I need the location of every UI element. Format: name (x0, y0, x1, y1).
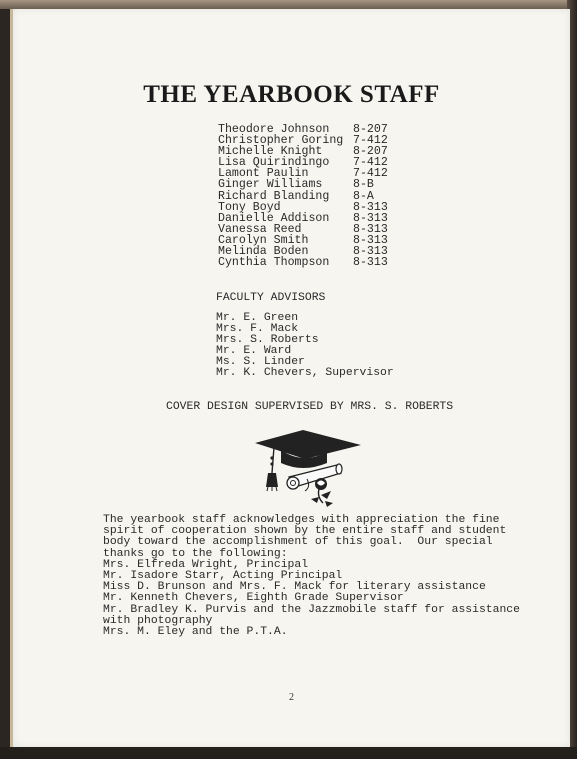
graduation-cap-icon (241, 417, 366, 509)
staff-room: 7-412 (353, 156, 388, 170)
staff-name: Tony Boyd (218, 200, 281, 214)
acknowledgement-line: Mr. Kenneth Chevers, Eighth Grade Supervisor (103, 592, 404, 605)
book-bottom-edge (0, 747, 577, 759)
staff-room: 8-A (353, 189, 374, 203)
staff-name: Ginger Williams (218, 178, 323, 192)
faculty-advisor: Mr. E. Ward (216, 345, 292, 358)
acknowledgement-line: with photography (103, 614, 213, 627)
staff-name: Michelle Knight (218, 145, 323, 159)
faculty-advisor: Mrs. F. Mack (216, 323, 299, 336)
cover-credit: COVER DESIGN SUPERVISED BY MRS. S. ROBERTS (166, 401, 454, 413)
acknowledgement-line: Mr. Bradley K. Purvis and the Jazzmobile staff for assistance (103, 603, 520, 616)
staff-name: Christopher Goring (218, 134, 344, 148)
acknowledgement-text (103, 515, 520, 638)
staff-name: Richard Blanding (218, 189, 330, 203)
acknowledgement-line: Mrs. M. Eley and the P.T.A. (103, 626, 288, 639)
acknowledgement-line: spirit of cooperation shown by the entire staff and student (103, 525, 507, 538)
page-number: 2 (289, 692, 294, 703)
staff-room: 8-207 (353, 123, 388, 136)
staff-row (218, 191, 413, 202)
staff-room: 8-313 (353, 245, 388, 259)
acknowledgement-line: Mr. Isadore Starr, Acting Principal (103, 570, 343, 583)
acknowledgement-line: Mrs. Elfreda Wright, Principal (103, 558, 309, 571)
faculty-advisor: Mr. K. Chevers, Supervisor (216, 367, 394, 380)
staff-room: 8-313 (353, 233, 388, 247)
staff-room: 7-412 (353, 134, 388, 148)
staff-name: Cynthia Thompson (218, 256, 330, 270)
acknowledgement-line: The yearbook staff acknowledges with appreciation the fine (103, 514, 500, 526)
faculty-heading: FACULTY ADVISORS (216, 292, 326, 304)
staff-row (218, 179, 413, 190)
staff-room: 8-313 (353, 211, 388, 225)
staff-name: Carolyn Smith (218, 233, 309, 247)
yearbook-page (10, 9, 570, 747)
staff-room: 8-B (353, 178, 374, 192)
faculty-list (216, 313, 394, 380)
staff-name: Theodore Johnson (218, 123, 330, 136)
staff-name: Danielle Addison (218, 211, 330, 225)
staff-row (218, 257, 413, 268)
staff-room: 8-207 (353, 145, 388, 159)
staff-name: Lisa Quirindingo (218, 156, 330, 170)
graduation-illustration (241, 417, 366, 514)
faculty-advisor: Ms. S. Linder (216, 356, 305, 369)
acknowledgement-line: thanks go to the following: (103, 547, 288, 560)
diploma-scroll-icon (287, 464, 342, 491)
page-title: THE YEARBOOK STAFF (143, 81, 440, 108)
acknowledgement-line: Miss D. Brunson and Mrs. F. Mack for literary assistance (103, 581, 486, 594)
book-top-edge (0, 0, 577, 9)
staff-room: 8-313 (353, 222, 388, 236)
staff-name: Melinda Boden (218, 245, 309, 259)
faculty-advisor: Mrs. S. Roberts (216, 334, 319, 347)
staff-name: Vanessa Reed (218, 222, 302, 236)
staff-name: Lamont Paulin (218, 167, 309, 181)
staff-room: 7-412 (353, 167, 388, 181)
staff-room: 8-313 (353, 256, 388, 270)
acknowledgement-line: body toward the accomplishment of this goal. Our special (103, 536, 493, 549)
staff-list (218, 124, 413, 268)
faculty-advisor: Mr. E. Green (216, 312, 299, 324)
rose-icon (311, 478, 333, 507)
staff-room: 8-313 (353, 200, 388, 214)
